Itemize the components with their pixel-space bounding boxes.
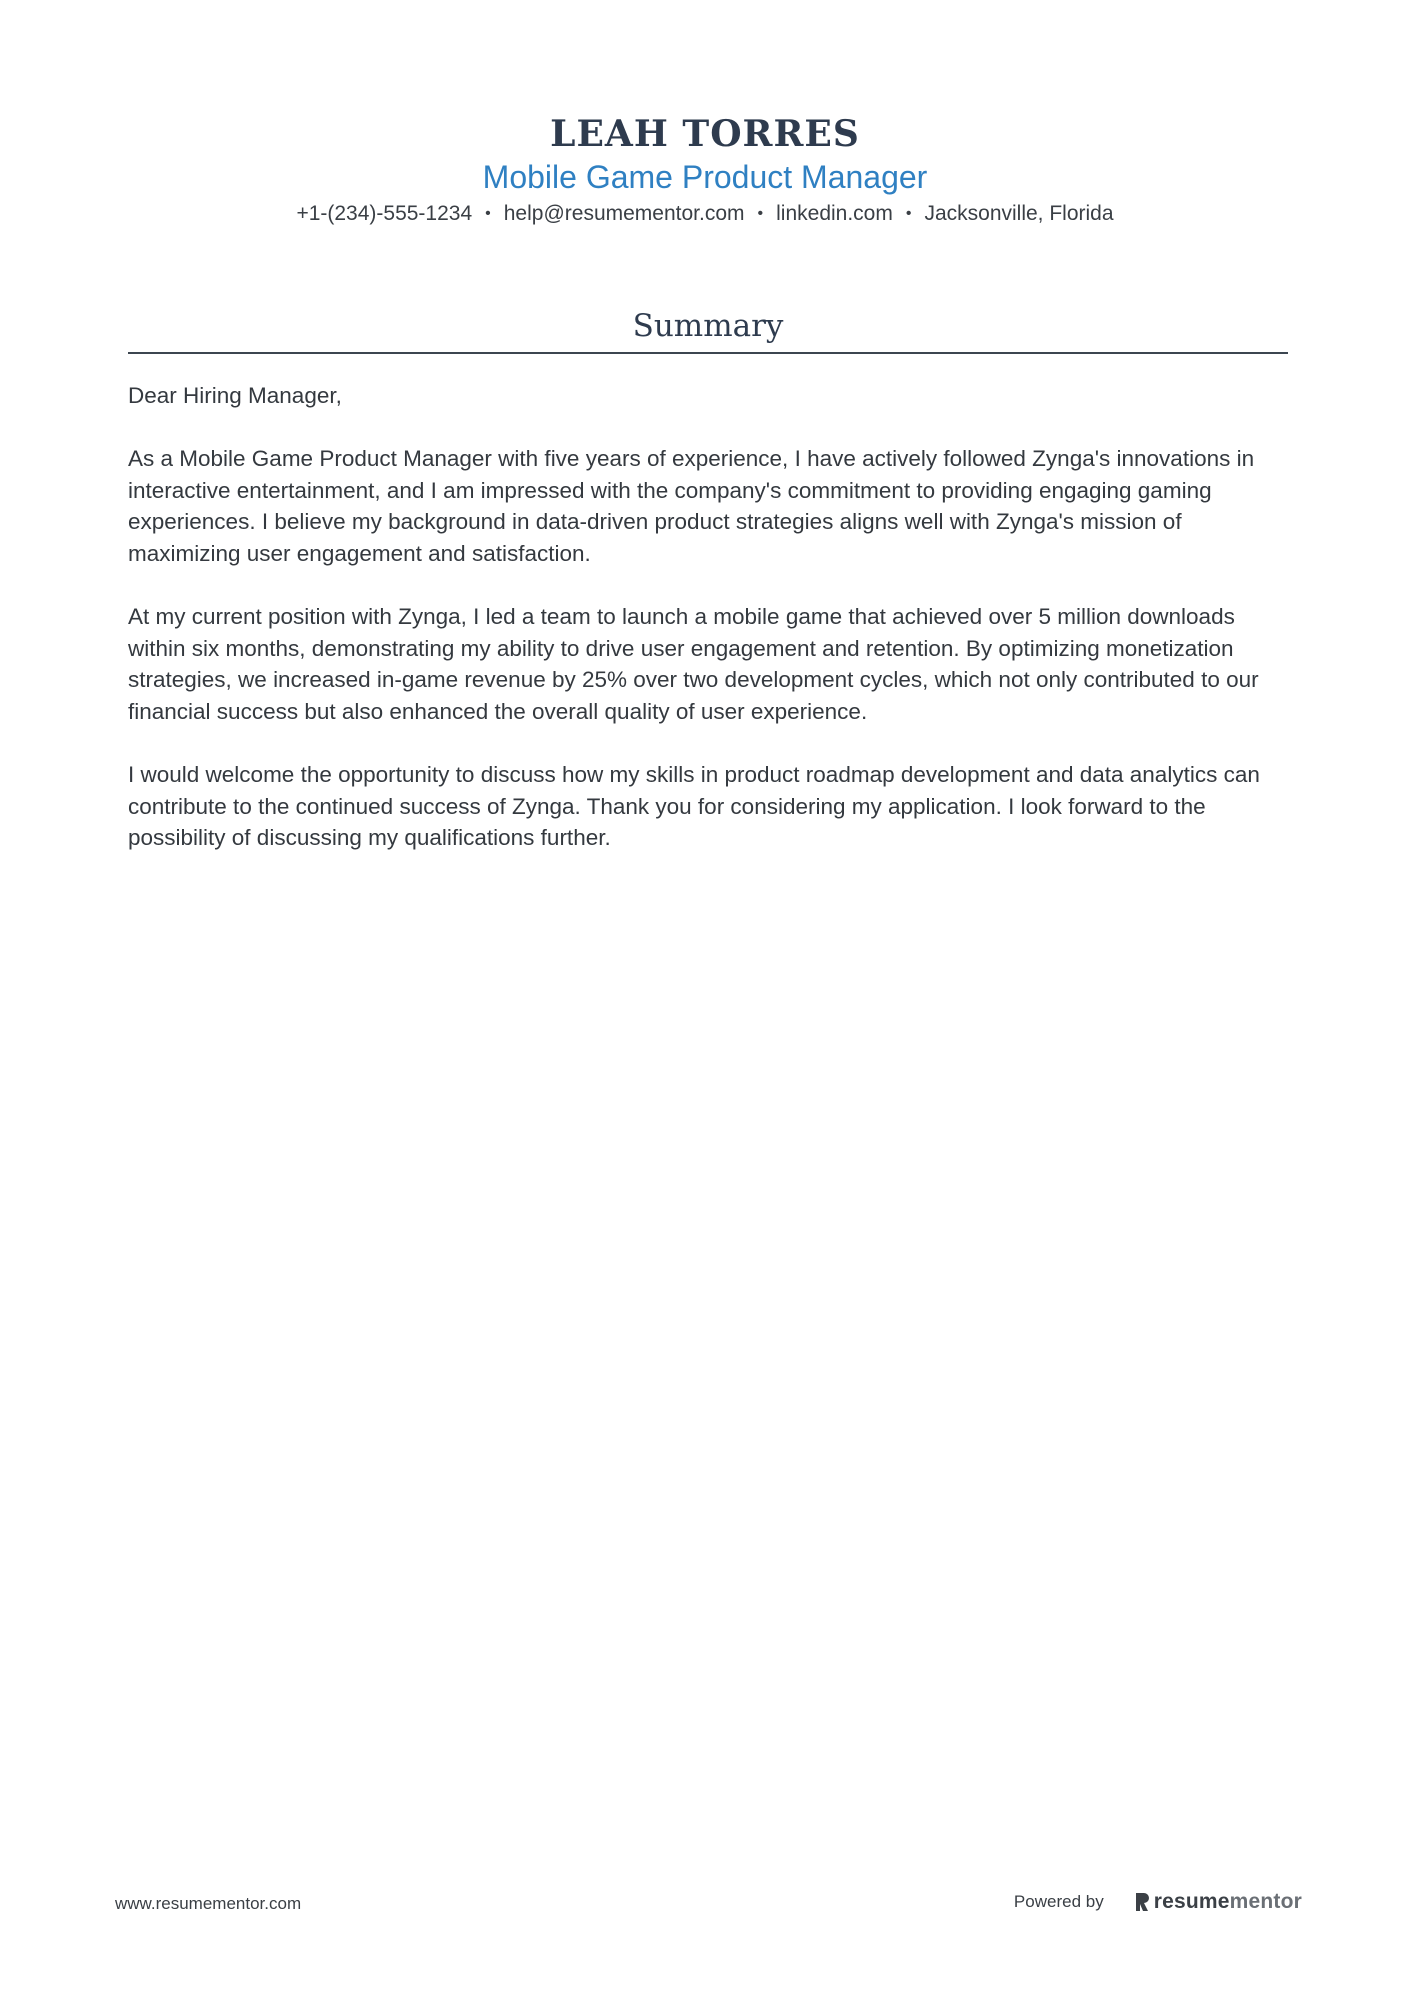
letter-body <box>128 380 1290 886</box>
contact-location: Jacksonville, Florida <box>924 202 1114 225</box>
header <box>0 112 1410 228</box>
resumementor-logo-icon <box>1134 1892 1150 1912</box>
letter-paragraph: I would welcome the opportunity to discuss how my skills in product roadmap development and data analytics can contribute to the continued success of Zynga. Thank you for considering my application. I look forward to the possibility of discussing my qualifications further. <box>128 762 1260 851</box>
job-title: Mobile Game Product Manager <box>482 159 928 195</box>
section-heading: Summary <box>632 308 784 344</box>
section-divider <box>128 352 1288 354</box>
contact-linkedin[interactable]: linkedin.com <box>776 202 893 225</box>
salutation: Dear Hiring Manager, <box>128 383 342 408</box>
contact-separator: • <box>757 205 764 222</box>
contact-phone: +1-(234)-555-1234 <box>296 202 473 225</box>
contact-email[interactable]: help@resumementor.com <box>503 202 745 225</box>
contact-separator: • <box>485 205 491 222</box>
letter-paragraph: At my current position with Zynga, I led a team to launch a mobile game that achieved over 5 million downloads within six months, demonstrating my ability to drive user engagement and retention. By optimizing monetization strategies, we increased in-game revenue by 25% over two development cycles, which not only contributed to our financial success but also enhanced the overall quality of user experience. <box>128 604 1259 724</box>
logo-text-bold: resume <box>1153 1890 1230 1913</box>
logo-text-light: mentor <box>1229 1890 1302 1913</box>
footer-website[interactable]: www.resumementor.com <box>115 1894 302 1913</box>
contact-line <box>0 200 1410 228</box>
powered-by-label: Powered by <box>1013 1892 1104 1911</box>
letter-paragraph: As a Mobile Game Product Manager with five years of experience, I have actively followed Zynga's innovations in interactive entertainment, and I am impressed with the company's commitment to providing engaging gaming experiences. I believe my background in data-driven product strategies aligns well with Zynga's mission of maximizing user engagement and satisfaction. <box>128 446 1255 566</box>
contact-separator: • <box>905 205 912 222</box>
applicant-name: LEAH TORRES <box>550 113 860 155</box>
footer-branding <box>1014 1888 1302 1916</box>
resumementor-logo[interactable] <box>1134 1890 1302 1914</box>
